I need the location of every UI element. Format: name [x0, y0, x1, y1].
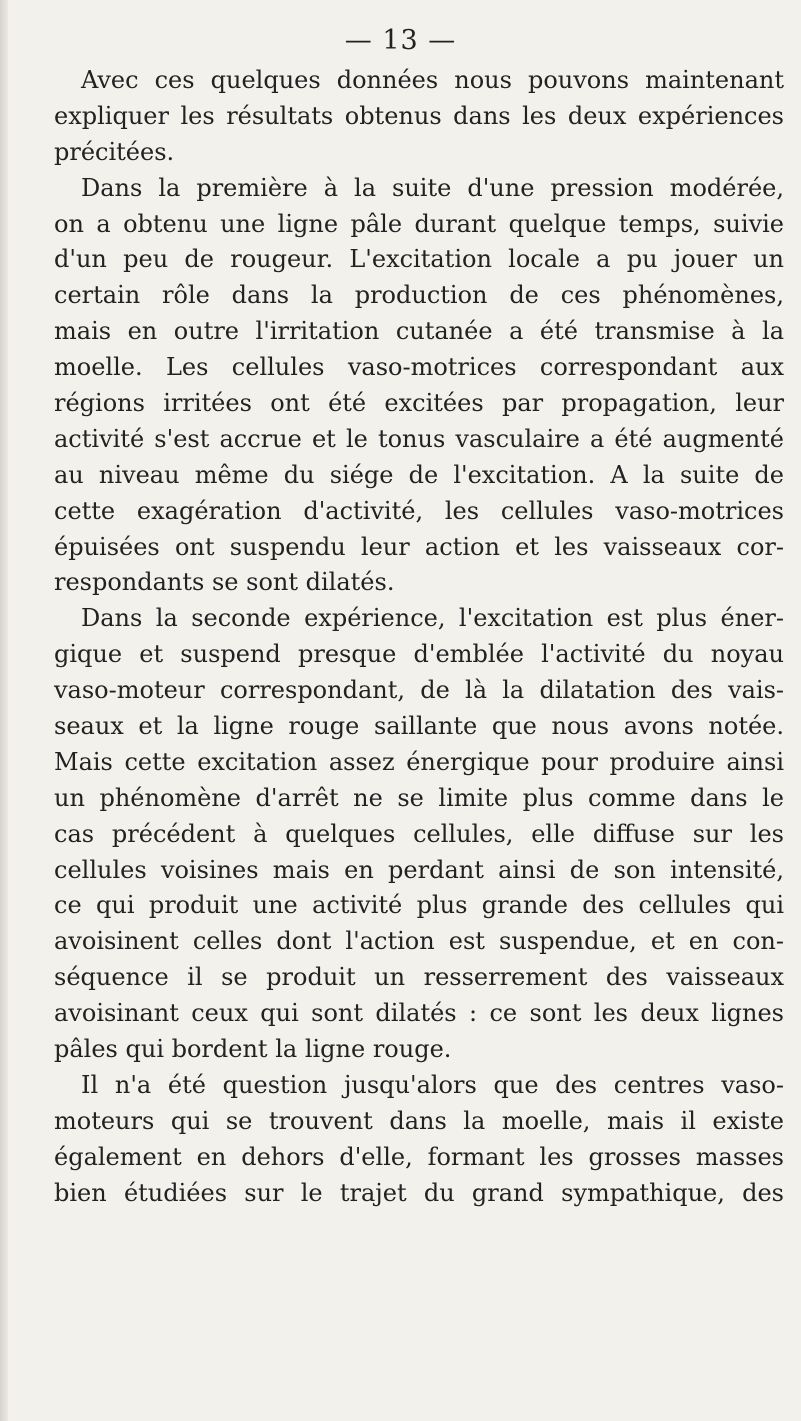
text-line: également en dehors d'elle, formant les grosses masses	[54, 1142, 784, 1171]
text-line: cellules voisines mais en perdant ainsi de son intensité,	[54, 855, 784, 884]
text-line: cas précédent à quelques cellules, elle diffuse sur les	[54, 819, 784, 848]
text-line: moteurs qui se trouvent dans la moelle, mais il existe	[54, 1106, 784, 1135]
text-line: avoisinent celles dont l'action est suspendue, et en con-	[54, 927, 784, 956]
text-line: avoisinant ceux qui sont dilatés : ce sont les deux lignes	[54, 999, 784, 1028]
text-line: Avec ces quelques données nous pouvons maintenant	[81, 66, 784, 94]
text-line: activité s'est accrue et le tonus vasculaire a été augmenté	[54, 424, 784, 453]
text-line: cette exagération d'activité, les cellules vaso-motrices	[54, 496, 784, 525]
text-line: d'un peu de rougeur. L'excitation locale a pu jouer un	[54, 245, 784, 274]
text-line: régions irritées ont été excitées par propagation, leur	[54, 389, 784, 418]
text-line: Il n'a été question jusqu'alors que des centres vaso-	[81, 1070, 784, 1099]
text-line: mais en outre l'irritation cutanée a été transmise à la	[54, 317, 784, 346]
text-line: pâles qui bordent la ligne rouge.	[54, 1035, 452, 1064]
text-line: précitées.	[54, 137, 175, 166]
text-line: certain rôle dans la production de ces phénomènes,	[54, 281, 784, 310]
text-line: un phénomène d'arrêt ne se limite plus comme dans le	[54, 783, 784, 812]
text-line: au niveau même du siége de l'excitation. A la suite de	[54, 460, 784, 489]
text-line: respondants se sont dilatés.	[54, 568, 395, 597]
body-text	[54, 63, 784, 1212]
text-line: bien étudiées sur le trajet du grand sympathique, des	[54, 1178, 784, 1207]
text-line: séquence il se produit un resserrement des vaisseaux	[54, 963, 784, 992]
text-line: expliquer les résultats obtenus dans les deux expériences	[54, 101, 784, 130]
page-number: — 13 —	[344, 25, 457, 56]
text-line: moelle. Les cellules vaso-motrices correspondant aux	[54, 353, 784, 382]
text-line: Dans la première à la suite d'une pression modérée,	[81, 173, 784, 202]
text-line: Mais cette excitation assez énergique pour produire ainsi	[54, 747, 784, 776]
text-line: gique et suspend presque d'emblée l'activité du noyau	[54, 640, 784, 669]
text-line: épuisées ont suspendu leur action et les vaisseaux cor-	[54, 532, 784, 561]
text-line: vaso-moteur correspondant, de là la dilatation des vais-	[54, 676, 784, 705]
text-line: ce qui produit une activité plus grande des cellules qui	[54, 891, 784, 920]
text-line: seaux et la ligne rouge saillante que nous avons notée.	[54, 712, 784, 741]
text-line: Dans la seconde expérience, l'excitation est plus éner-	[81, 604, 784, 633]
page-binding-edge	[0, 0, 8, 1421]
text-line: on a obtenu une ligne pâle durant quelque temps, suivie	[54, 209, 784, 238]
